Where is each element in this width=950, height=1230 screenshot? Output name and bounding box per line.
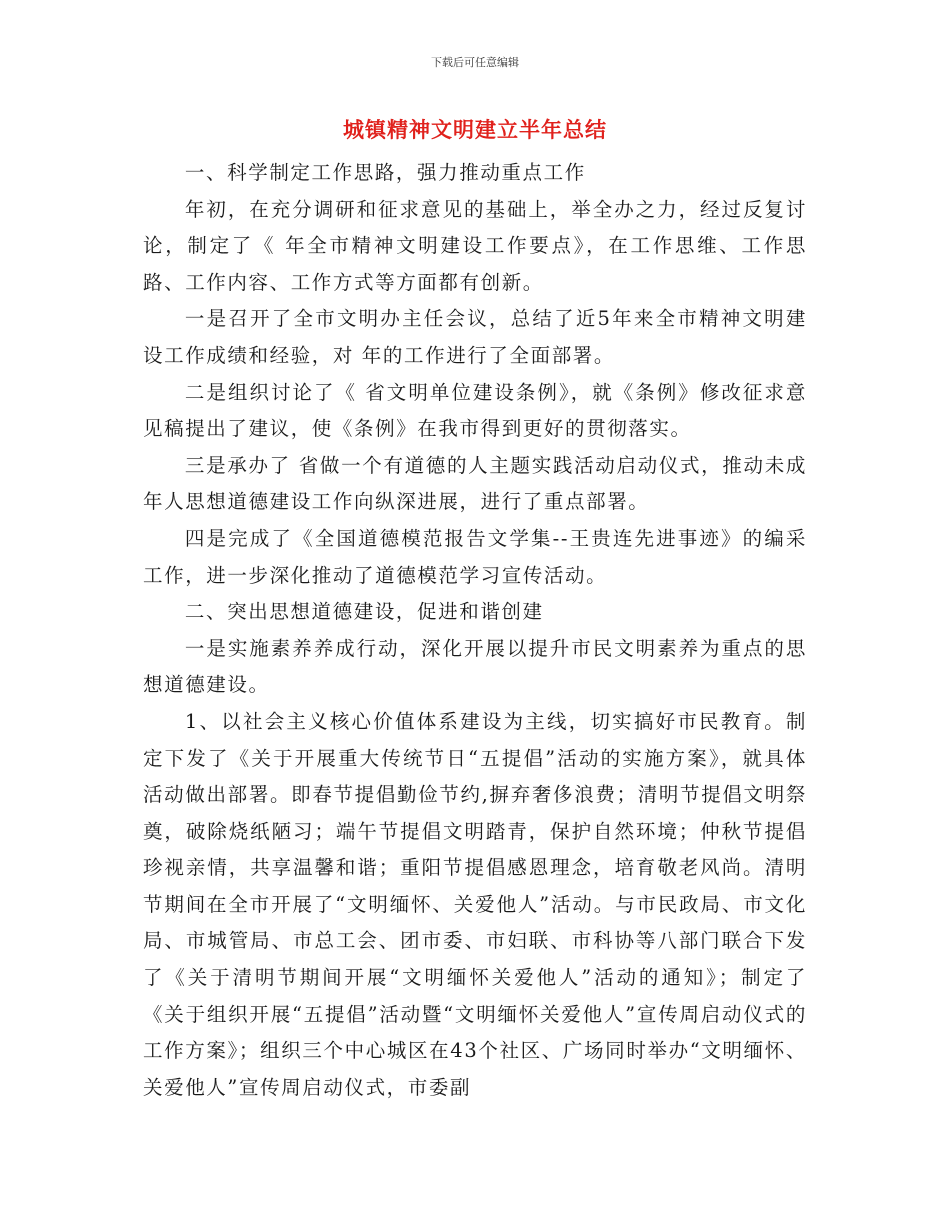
document-body [143,155,807,1106]
paragraph: 二是组织讨论了《 省文明单位建设条例》，就《条例》修改征求意见稿提出了建议，使《条例》在我市得到更好的贯彻落实。 [143,380,807,441]
paragraph: 一是召开了全市文明办主任会议，总结了近5年来全市精神文明建设工作成绩和经验，对 年的工作进行了全面部署。 [143,307,807,367]
paragraph: 一是实施素养养成行动，深化开展以提升市民文明素养为重点的思想道德建设。 [143,636,807,697]
paragraph: 年初，在充分调研和征求意见的基础上，举全办之力，经过反复讨论，制定了《 年全市精神文明建设工作要点》，在工作思维、工作思路、工作内容、工作方式等方面都有创新。 [143,197,807,294]
header-note: 下载后可任意编辑 [431,56,519,69]
paragraph: 1、以社会主义核心价值体系建设为主线，切实搞好市民教育。制定下发了《关于开展重大传统节日“五提倡”活动的实施方案》，就具体活动做出部署。即春节提倡勤俭节约,摒弃奢侈浪费；清明节提倡文明祭奠，破除烧纸陋习；端午节提倡文明踏青，保护自然环境；仲秋节提倡珍视亲情，共享温馨和谐；重阳节提倡感恩理念，培育敬老风尚。清明节期间在全市开展了“文明缅怀、关爱他人”活动。与市民政局、市文化局、市城管局、市总工会、团市委、市妇联、市科协等八部门联合下发了《关于清明节期间开展“文明缅怀关爱他人”活动的通知》；制定了《关于组织开展“五提倡”活动暨“文明缅怀关爱他人”宣传周启动仪式的工作方案》；组织三个中心城区在43个社区、广场同时举办“文明缅怀、关爱他人”宣传周启动仪式，市委副 [143,709,807,1099]
paragraph: 四是完成了《全国道德模范报告文学集--王贵连先进事迹》的编采工作，进一步深化推动了道德模范学习宣传活动。 [143,526,807,587]
section-heading-2: 二、突出思想道德建设，促进和谐创建 [184,600,544,624]
document-title: 城镇精神文明建立半年总结 [343,118,607,142]
paragraph: 三是承办了 省做一个有道德的人主题实践活动启动仪式，推动未成年人思想道德建设工作向纵深进展，进行了重点部署。 [143,453,807,514]
section-heading-1: 一、科学制定工作思路，强力推动重点工作 [184,161,586,184]
